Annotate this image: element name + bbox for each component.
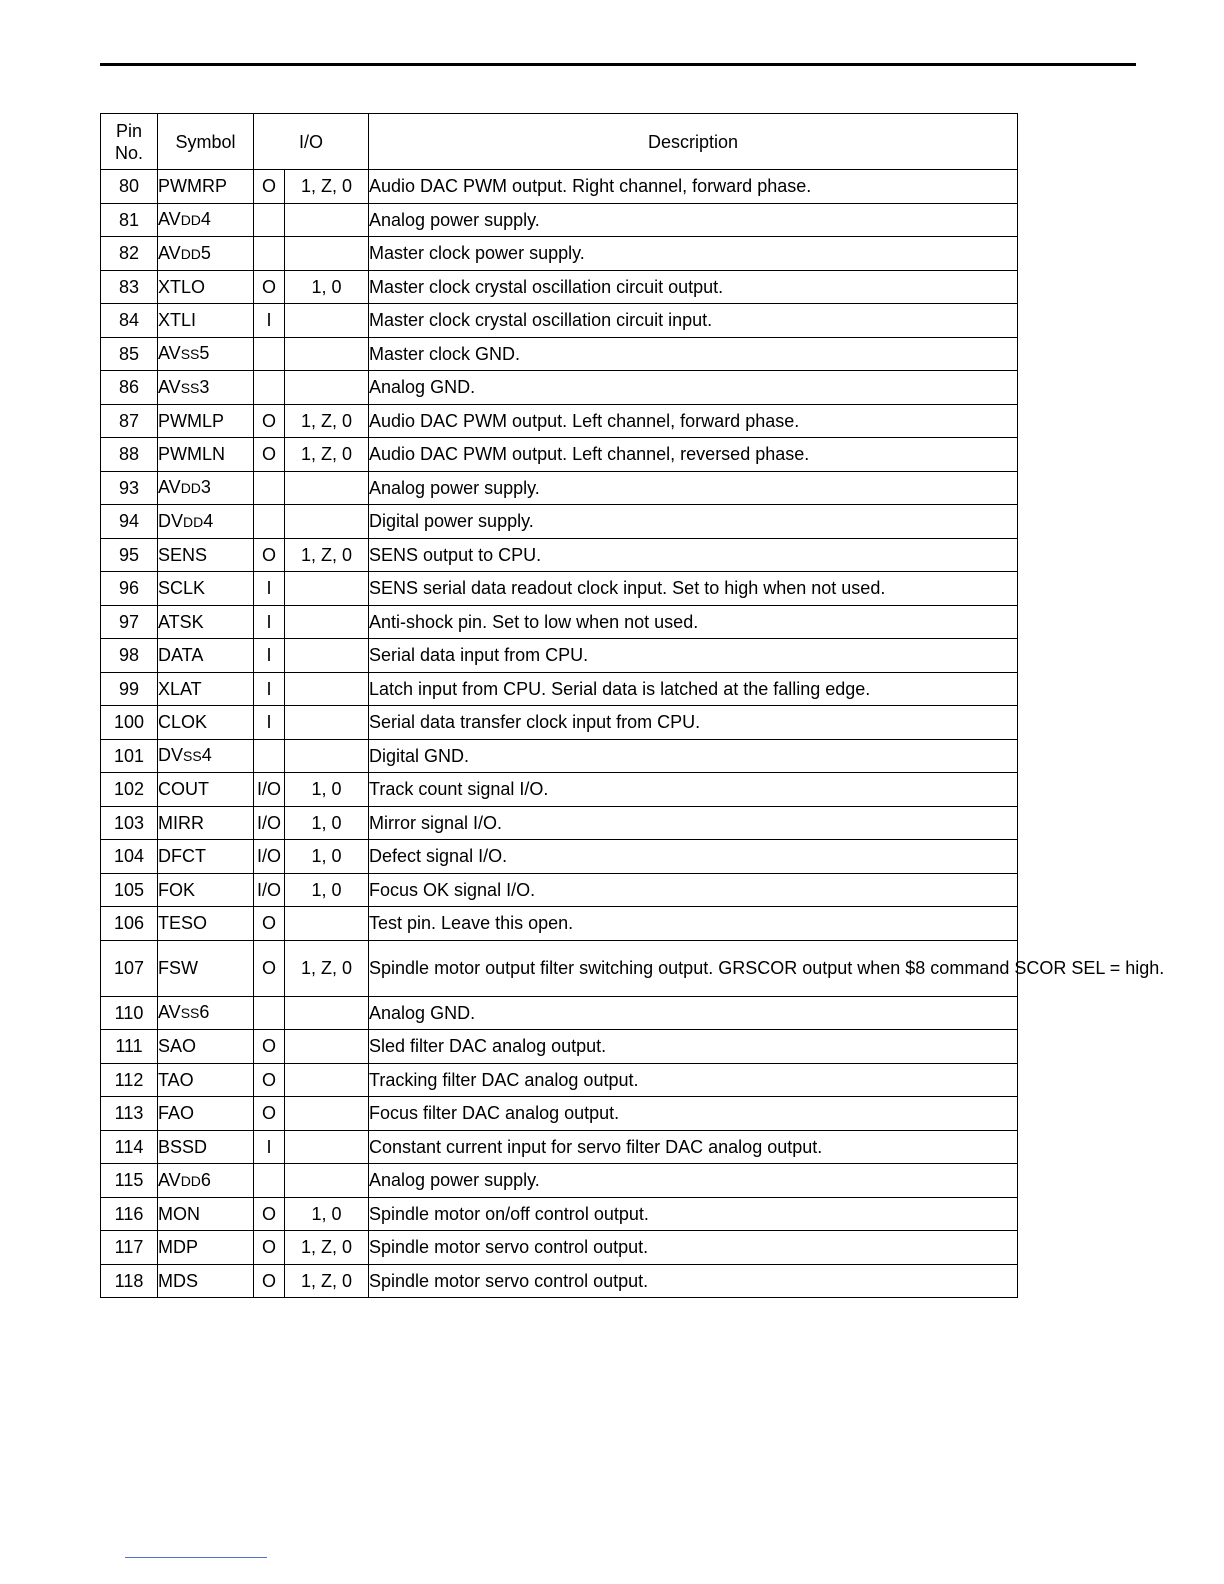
header-pin-line2: No.	[114, 142, 143, 163]
description-cell: Serial data input from CPU.	[369, 639, 1018, 673]
table-row	[101, 1264, 1018, 1298]
io-values-cell	[285, 1164, 369, 1198]
table-row	[101, 706, 1018, 740]
table-row	[101, 739, 1018, 773]
table-row	[101, 505, 1018, 539]
symbol-subscript: DD	[180, 212, 201, 229]
description-cell: Focus filter DAC analog output.	[369, 1097, 1018, 1131]
description-cell: Master clock crystal oscillation circuit output.	[369, 270, 1018, 304]
io-values-cell: 1, 0	[285, 840, 369, 874]
description-cell: Master clock crystal oscillation circuit input.	[369, 304, 1018, 338]
io-values-cell	[285, 505, 369, 539]
description-cell: Audio DAC PWM output. Right channel, forward phase.	[369, 170, 1018, 204]
table-row	[101, 840, 1018, 874]
symbol-cell	[158, 996, 254, 1030]
io-values-cell: 1, Z, 0	[285, 538, 369, 572]
symbol-main: SCLK	[158, 578, 206, 599]
symbol-main: FAO	[158, 1103, 195, 1124]
description-cell: Focus OK signal I/O.	[369, 873, 1018, 907]
io-values-cell	[285, 572, 369, 606]
description-cell: SENS output to CPU.	[369, 538, 1018, 572]
symbol-subscript: DD	[180, 480, 201, 497]
io-values-cell	[285, 371, 369, 405]
pin-number-cell: 118	[101, 1264, 158, 1298]
io-type-cell: I/O	[254, 873, 285, 907]
io-values-cell	[285, 605, 369, 639]
symbol-main: FOK	[158, 879, 196, 900]
symbol-cell	[158, 538, 254, 572]
description-cell: Digital power supply.	[369, 505, 1018, 539]
symbol-cell	[158, 203, 254, 237]
io-type-cell: O	[254, 270, 285, 304]
table-row	[101, 907, 1018, 941]
pin-number-cell: 85	[101, 337, 158, 371]
symbol-cell	[158, 1231, 254, 1265]
table-row	[101, 237, 1018, 271]
symbol-subscript: SS	[183, 748, 202, 765]
io-type-cell: I/O	[254, 806, 285, 840]
symbol-cell	[158, 773, 254, 807]
io-type-cell: O	[254, 1063, 285, 1097]
pin-number-cell: 86	[101, 371, 158, 405]
description-cell: Spindle motor servo control output.	[369, 1231, 1018, 1265]
symbol-main: MON	[158, 1203, 200, 1224]
table-row	[101, 605, 1018, 639]
symbol-main: XLAT	[158, 678, 202, 699]
symbol-suffix: 5	[199, 343, 210, 364]
io-type-cell: I	[254, 605, 285, 639]
table-row	[101, 572, 1018, 606]
io-values-cell	[285, 639, 369, 673]
symbol-main: TAO	[158, 1069, 194, 1090]
io-values-cell	[285, 304, 369, 338]
io-type-cell: I	[254, 706, 285, 740]
symbol-main: TESO	[158, 913, 208, 934]
table-row	[101, 1197, 1018, 1231]
io-values-cell: 1, Z, 0	[285, 438, 369, 472]
io-values-cell: 1, Z, 0	[285, 404, 369, 438]
footer-link-underline	[125, 1557, 267, 1558]
pin-number-cell: 88	[101, 438, 158, 472]
pin-number-cell: 107	[101, 940, 158, 996]
io-values-cell: 1, 0	[285, 806, 369, 840]
symbol-subscript: DD	[180, 1172, 201, 1189]
io-values-cell	[285, 739, 369, 773]
symbol-cell	[158, 639, 254, 673]
symbol-suffix: 6	[200, 1169, 211, 1190]
io-type-cell: I/O	[254, 840, 285, 874]
pin-number-cell: 93	[101, 471, 158, 505]
pin-number-cell: 94	[101, 505, 158, 539]
symbol-main: COUT	[158, 779, 209, 800]
table-row	[101, 438, 1018, 472]
table-body	[101, 170, 1165, 1298]
table-row	[101, 639, 1018, 673]
symbol-cell	[158, 873, 254, 907]
io-type-cell	[254, 237, 285, 271]
symbol-cell	[158, 371, 254, 405]
pin-number-cell: 114	[101, 1130, 158, 1164]
description-cell: Audio DAC PWM output. Left channel, reversed phase.	[369, 438, 1018, 472]
io-values-cell	[285, 203, 369, 237]
pin-number-cell: 99	[101, 672, 158, 706]
symbol-cell	[158, 1197, 254, 1231]
io-values-cell	[285, 706, 369, 740]
io-type-cell	[254, 739, 285, 773]
io-type-cell: O	[254, 940, 285, 996]
io-type-cell: O	[254, 1097, 285, 1131]
pin-number-cell: 80	[101, 170, 158, 204]
description-cell: Analog GND.	[369, 996, 1018, 1030]
io-type-cell: I	[254, 672, 285, 706]
symbol-cell	[158, 237, 254, 271]
pin-number-cell: 116	[101, 1197, 158, 1231]
io-values-cell: 1, Z, 0	[285, 1264, 369, 1298]
io-values-cell	[285, 237, 369, 271]
description-cell: Spindle motor servo control output.	[369, 1264, 1018, 1298]
symbol-main: DV	[158, 745, 184, 766]
description-cell: Serial data transfer clock input from CPU.	[369, 706, 1018, 740]
io-type-cell: I	[254, 639, 285, 673]
pin-number-cell: 81	[101, 203, 158, 237]
description-cell: Track count signal I/O.	[369, 773, 1018, 807]
header-pin-no	[101, 114, 158, 170]
io-type-cell: I	[254, 572, 285, 606]
description-cell: Spindle motor on/off control output.	[369, 1197, 1018, 1231]
symbol-cell	[158, 605, 254, 639]
pin-number-cell: 115	[101, 1164, 158, 1198]
pin-number-cell: 101	[101, 739, 158, 773]
symbol-main: AV	[158, 242, 181, 263]
io-values-cell	[285, 1030, 369, 1064]
symbol-main: PWMRP	[158, 176, 227, 197]
description-cell: Anti-shock pin. Set to low when not used.	[369, 605, 1018, 639]
table-row	[101, 471, 1018, 505]
symbol-cell	[158, 170, 254, 204]
io-type-cell: O	[254, 404, 285, 438]
io-type-cell	[254, 471, 285, 505]
description-cell: Master clock power supply.	[369, 237, 1018, 271]
pin-description-table	[100, 113, 1165, 1298]
io-values-cell: 1, 0	[285, 1197, 369, 1231]
table-row	[101, 1030, 1018, 1064]
pin-number-cell: 110	[101, 996, 158, 1030]
io-type-cell: I	[254, 304, 285, 338]
symbol-main: XTLO	[158, 276, 206, 297]
pin-number-cell: 112	[101, 1063, 158, 1097]
pin-number-cell: 84	[101, 304, 158, 338]
top-rule	[100, 63, 1136, 66]
table-row	[101, 773, 1018, 807]
symbol-main: MDP	[158, 1237, 198, 1258]
io-values-cell: 1, 0	[285, 270, 369, 304]
io-values-cell	[285, 337, 369, 371]
symbol-main: SAO	[158, 1036, 197, 1057]
symbol-suffix: 4	[201, 745, 212, 766]
description-cell: Latch input from CPU. Serial data is latched at the falling edge.	[369, 672, 1018, 706]
pin-number-cell: 117	[101, 1231, 158, 1265]
symbol-suffix: 4	[200, 209, 211, 230]
table-row	[101, 170, 1018, 204]
symbol-cell	[158, 940, 254, 996]
header-io: I/O	[254, 114, 369, 170]
table-row	[101, 203, 1018, 237]
symbol-cell	[158, 1164, 254, 1198]
description-cell: Sled filter DAC analog output.	[369, 1030, 1018, 1064]
symbol-subscript: DD	[180, 245, 201, 262]
symbol-cell	[158, 270, 254, 304]
symbol-cell	[158, 1130, 254, 1164]
symbol-cell	[158, 572, 254, 606]
io-type-cell: O	[254, 538, 285, 572]
io-type-cell: O	[254, 1197, 285, 1231]
symbol-subscript: DD	[183, 513, 204, 530]
io-type-cell	[254, 505, 285, 539]
symbol-cell	[158, 672, 254, 706]
symbol-cell	[158, 337, 254, 371]
description-cell: Analog GND.	[369, 371, 1018, 405]
io-type-cell: I	[254, 1130, 285, 1164]
symbol-main: AV	[158, 1169, 181, 1190]
description-cell: Audio DAC PWM output. Left channel, forward phase.	[369, 404, 1018, 438]
pin-number-cell: 87	[101, 404, 158, 438]
symbol-cell	[158, 840, 254, 874]
io-values-cell	[285, 1130, 369, 1164]
symbol-cell	[158, 1063, 254, 1097]
symbol-subscript: SS	[180, 1005, 200, 1022]
io-type-cell	[254, 1164, 285, 1198]
symbol-suffix: 5	[200, 242, 211, 263]
pin-number-cell: 113	[101, 1097, 158, 1131]
symbol-suffix: 4	[203, 510, 214, 531]
table-row	[101, 1063, 1018, 1097]
description-cell: Analog power supply.	[369, 203, 1018, 237]
pin-number-cell: 83	[101, 270, 158, 304]
symbol-cell	[158, 706, 254, 740]
table-row	[101, 538, 1018, 572]
io-type-cell: O	[254, 907, 285, 941]
symbol-main: SENS	[158, 544, 208, 565]
symbol-cell	[158, 1264, 254, 1298]
io-type-cell	[254, 337, 285, 371]
io-type-cell: O	[254, 1030, 285, 1064]
description-cell: Test pin. Leave this open.	[369, 907, 1018, 941]
table-row	[101, 873, 1018, 907]
symbol-main: XTLI	[158, 310, 197, 331]
pin-number-cell: 111	[101, 1030, 158, 1064]
table-row	[101, 1130, 1018, 1164]
pin-number-cell: 106	[101, 907, 158, 941]
symbol-main: AV	[158, 1002, 181, 1023]
io-values-cell	[285, 471, 369, 505]
io-type-cell	[254, 203, 285, 237]
table-row	[101, 404, 1018, 438]
symbol-main: ATSK	[158, 611, 204, 632]
description-cell: Digital GND.	[369, 739, 1018, 773]
table-row	[101, 1097, 1018, 1131]
io-values-cell: 1, Z, 0	[285, 170, 369, 204]
description-cell: Analog power supply.	[369, 471, 1018, 505]
symbol-main: DFCT	[158, 846, 206, 867]
table-row	[101, 304, 1018, 338]
description-cell: Constant current input for servo filter DAC analog output.	[369, 1130, 1018, 1164]
symbol-main: DATA	[158, 645, 204, 666]
io-type-cell: O	[254, 438, 285, 472]
pin-number-cell: 82	[101, 237, 158, 271]
io-values-cell	[285, 996, 369, 1030]
io-type-cell: O	[254, 170, 285, 204]
table-row	[101, 1164, 1018, 1198]
io-values-cell	[285, 672, 369, 706]
symbol-subscript: SS	[180, 346, 200, 363]
pin-number-cell: 100	[101, 706, 158, 740]
symbol-suffix: 6	[199, 1002, 210, 1023]
table-row	[101, 371, 1018, 405]
io-type-cell: O	[254, 1231, 285, 1265]
table-row	[101, 806, 1018, 840]
pin-number-cell: 103	[101, 806, 158, 840]
header-description: Description	[369, 114, 1018, 170]
table-row	[101, 270, 1018, 304]
pin-number-cell: 105	[101, 873, 158, 907]
io-values-cell	[285, 907, 369, 941]
pin-number-cell: 97	[101, 605, 158, 639]
symbol-main: PWMLN	[158, 444, 225, 465]
description-cell: Mirror signal I/O.	[369, 806, 1018, 840]
symbol-cell	[158, 471, 254, 505]
pin-number-cell: 104	[101, 840, 158, 874]
io-type-cell	[254, 371, 285, 405]
description-cell: Analog power supply.	[369, 1164, 1018, 1198]
symbol-subscript: SS	[180, 379, 200, 396]
description-cell: Master clock GND.	[369, 337, 1018, 371]
symbol-cell	[158, 1097, 254, 1131]
io-type-cell: O	[254, 1264, 285, 1298]
io-values-cell	[285, 1097, 369, 1131]
symbol-suffix: 3	[200, 477, 211, 498]
description-cell: SENS serial data readout clock input. Set to high when not used.	[369, 572, 1018, 606]
symbol-main: AV	[158, 209, 181, 230]
io-values-cell: 1, Z, 0	[285, 1231, 369, 1265]
symbol-main: FSW	[158, 958, 198, 978]
pin-number-cell: 102	[101, 773, 158, 807]
pin-number-cell: 98	[101, 639, 158, 673]
table-row	[101, 996, 1018, 1030]
io-values-cell: 1, 0	[285, 873, 369, 907]
symbol-cell	[158, 505, 254, 539]
io-type-cell	[254, 996, 285, 1030]
table-header-row	[101, 114, 1018, 170]
table-row	[101, 940, 1018, 996]
header-pin-line1: Pin	[115, 120, 142, 141]
pin-number-cell: 95	[101, 538, 158, 572]
io-type-cell: I/O	[254, 773, 285, 807]
symbol-cell	[158, 404, 254, 438]
table-row	[101, 337, 1018, 371]
symbol-cell	[158, 806, 254, 840]
symbol-main: MIRR	[158, 812, 204, 833]
symbol-main: MDS	[158, 1270, 198, 1291]
symbol-suffix: 3	[199, 376, 210, 397]
symbol-cell	[158, 739, 254, 773]
table-row	[101, 672, 1018, 706]
symbol-main: CLOK	[158, 712, 208, 733]
description-cell: Spindle motor output filter switching output. GRSCOR output when $8 command SCOR SEL = high.	[369, 940, 1018, 996]
io-values-cell	[285, 1063, 369, 1097]
symbol-main: PWMLP	[158, 410, 225, 431]
description-cell: Tracking filter DAC analog output.	[369, 1063, 1018, 1097]
symbol-main: DV	[158, 510, 184, 531]
table-row	[101, 1231, 1018, 1265]
description-cell: Defect signal I/O.	[369, 840, 1018, 874]
symbol-main: AV	[158, 376, 181, 397]
symbol-cell	[158, 907, 254, 941]
pin-number-cell: 96	[101, 572, 158, 606]
symbol-main: AV	[158, 477, 181, 498]
header-symbol: Symbol	[158, 114, 254, 170]
symbol-cell	[158, 1030, 254, 1064]
symbol-cell	[158, 304, 254, 338]
symbol-cell	[158, 438, 254, 472]
symbol-main: AV	[158, 343, 181, 364]
io-values-cell: 1, 0	[285, 773, 369, 807]
io-values-cell: 1, Z, 0	[285, 940, 369, 996]
symbol-main: BSSD	[158, 1136, 208, 1157]
